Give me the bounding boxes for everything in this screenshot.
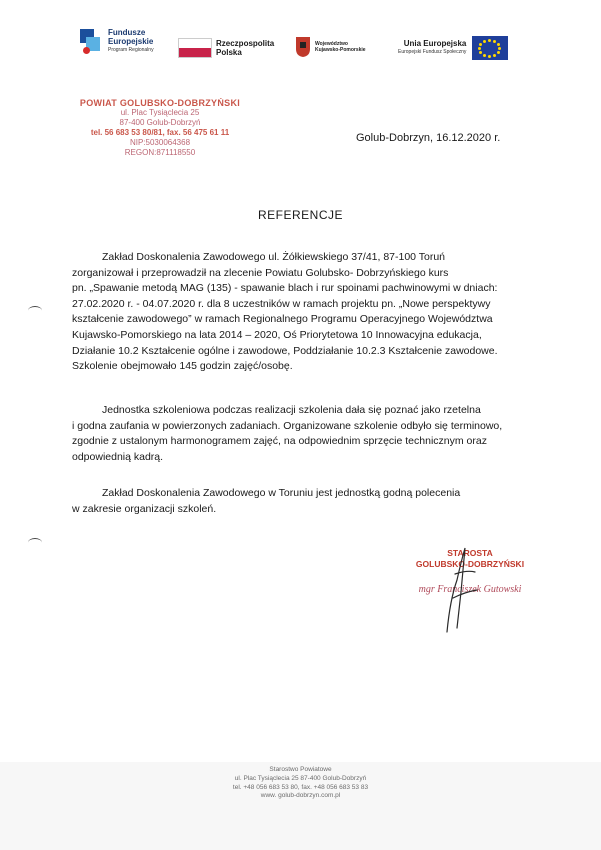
paragraph-line: Zakład Doskonalenia Zawodowego ul. Żółkiewskiego 37/41, 87-100 Toruń [102,251,446,263]
signature-title1: STAROSTA [447,548,493,558]
unia-europejska-logo [398,36,508,60]
paragraph-3 [72,486,530,517]
punch-hole-mark [28,306,42,315]
kp-shield-icon [295,36,311,58]
fe-line1: Fundusze [108,28,146,37]
paragraph-line: odpowiednią kadrą. [72,450,164,463]
fe-line2: Europejskie [108,37,154,46]
paragraph-line: pn. „Spawanie metodą MAG (135) - spawanie blach i rur spoinami pachwinowymi w dniach: [72,282,498,295]
paragraph-line: Zakład Doskonalenia Zawodowego w Toruniu jest jednostką godną polecenia [102,487,461,499]
footer [0,766,601,801]
rp-line1: Rzeczpospolita [216,39,275,48]
fe-line3: Program Regionalny [108,47,154,53]
signature-name: mgr Franciszek Gutowski [418,584,522,595]
paragraph-line: Szkolenie obejmowało 145 godzin zajęć/osobę. [72,360,293,373]
polish-flag-icon [178,38,212,58]
paragraph-line: i godna zaufania w powierzonych zadaniach. Organizowane szkolenie odbyło się terminowo, [72,419,503,432]
kujawsko-pomorskie-logo [295,36,366,58]
paragraph-line: Jednostka szkoleniowa podczas realizacji szkolenia dała się poznać jako rzetelna [102,404,481,416]
paragraph-1 [72,250,530,375]
signature-title2: GOLUBSKO-DOBRZYŃSKI [415,559,525,569]
ue-line1: Unia Europejska [403,39,467,48]
office-stamp [60,98,260,158]
paragraph-line: kształcenie zawodowego” w ramach Regionalnego Programu Operacyjnego Województwa [72,313,493,326]
place-date: Golub-Dobrzyn, 16.12.2020 r. [356,132,501,144]
fundusze-europejskie-logo [80,28,154,55]
kp-line2: Kujawsko-Pomorskie [315,47,366,53]
handwritten-signature-icon [395,540,545,640]
stamp-name: POWIAT GOLUBSKO-DOBRZYŃSKI [79,98,241,108]
footer-line2: ul. Plac Tysiąclecia 25 87-400 Golub-Dobrzyń [234,774,367,782]
paragraph-line: 27.02.2020 r. - 04.07.2020 r. dla 8 uczestników w ramach projektu pn. „Nowe perspektywy [72,297,491,310]
rzeczpospolita-logo [178,38,274,58]
paragraph-line: zgodnie z ustalonym harmonogramem zajęć, na odpowiednim sprzęcie technicznym oraz [72,435,487,448]
paragraph-line: w zakresie organizacji szkoleń. [72,502,217,515]
fe-mark-icon [80,29,102,55]
stamp-address1: ul. Plac Tysiąclecia 25 [120,108,200,117]
footer-line1: Starostwo Powiatowe [269,766,332,773]
stamp-address2: 87-400 Golub-Dobrzyń [119,118,201,127]
stamp-nip: NIP:5030064368 [129,138,191,147]
ue-line2: Europejski Fundusz Społeczny [398,49,467,55]
rp-line2: Polska [216,48,242,57]
eu-flag-icon [472,36,508,60]
punch-hole-mark [28,538,42,547]
signature-block [395,540,545,640]
stamp-phone: tel. 56 683 53 80/81, fax. 56 475 61 11 [90,128,230,137]
footer-line4: www. golub-dobrzyn.com.pl [260,792,341,800]
logo-bar [80,28,520,72]
paragraph-2 [72,403,530,465]
footer-line3: tel. +48 056 683 53 80, fax. +48 056 683 53 83 [232,783,369,791]
paragraph-line: zorganizował i przeprowadził na zlecenie Powiatu Golubsko- Dobrzyńskiego kurs [72,266,449,279]
paragraph-line: Kujawsko-Pomorskiego na lata 2014 – 2020, Oś Priorytetowa 10 Innowacyjna edukacja, [72,328,482,341]
stamp-regon: REGON:871118550 [124,148,196,157]
document-title: REFERENCJE [257,208,343,222]
paragraph-line: Działanie 10.2 Kształcenie ogólne i zawodowe, Poddziałanie 10.2.3 Kształcenie zawodowe. [72,344,498,357]
kp-line1: Województwo [315,41,348,47]
